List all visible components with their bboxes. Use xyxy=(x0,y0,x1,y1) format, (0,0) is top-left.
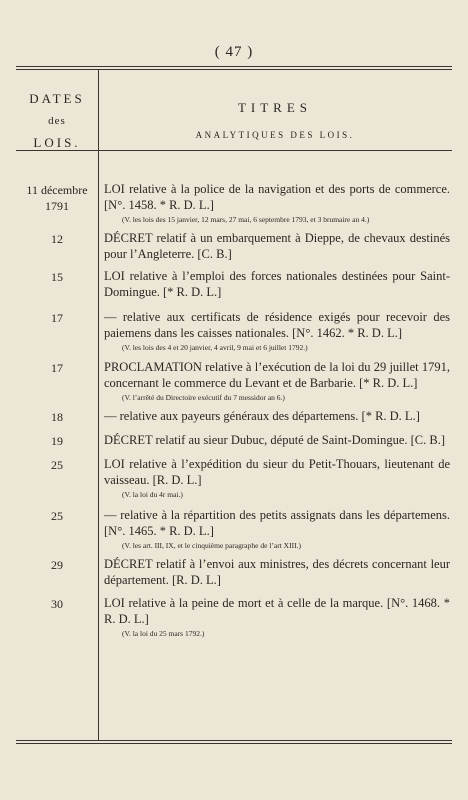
header-dates-line2: des xyxy=(48,115,66,127)
header-titres-sub: ANALYTIQUES DES LOIS. xyxy=(195,130,355,140)
header-dates-line1: DATES xyxy=(29,91,85,106)
entry-text: PROCLAMATION relative à l’exécution de la loi du 29 juillet 1791, concernant le commerce du Levant et de Barbarie. [* R. D. L.] xyxy=(104,360,450,390)
entry-row xyxy=(16,409,452,425)
entry-date: 29 xyxy=(51,558,63,572)
entry-text: LOI relative à la police de la navigation et des ports de commerce. [N°. 1458. * R. D. L.] xyxy=(104,182,450,212)
entry-text: DÉCRET relatif à l’envoi aux ministres, des décrets concernant leur département. [R. D. L.] xyxy=(104,557,450,587)
entry-date: 17 xyxy=(51,361,63,375)
entry-row xyxy=(16,596,452,639)
entry-text: LOI relative à la peine de mort et à celle de la marque. [N°. 1468. * R. D. L.] xyxy=(104,596,450,626)
entry-text: LOI relative à l’emploi des forces nationales destinées pour Saint-Domingue. [* R. D. L.] xyxy=(104,269,450,299)
entry-note: (V. les art. III, IX, et le cinquième paragraphe de l’art XIII.) xyxy=(122,541,301,550)
entry-date: 25 xyxy=(51,509,63,523)
entry-note: (V. la loi du 4r mai.) xyxy=(122,490,183,499)
entry-row xyxy=(16,182,452,225)
entry-row xyxy=(16,231,452,262)
table-frame xyxy=(16,66,452,744)
entry-row xyxy=(16,457,452,500)
entry-date: 19 xyxy=(51,434,63,448)
entry-note: (V. la loi du 25 mars 1792.) xyxy=(122,629,205,638)
entry-row xyxy=(16,433,452,449)
entry-date: 15 xyxy=(51,270,63,284)
entry-date: 12 xyxy=(51,232,63,246)
entry-note: (V. l’arrêté du Directoire exécutif du 7 messidor an 6.) xyxy=(122,393,285,402)
entry-date: 30 xyxy=(51,597,63,611)
entries-list xyxy=(16,182,452,639)
entry-row xyxy=(16,269,452,300)
entry-date: 25 xyxy=(51,458,63,472)
entry-text: — relative à la répartition des petits assignats dans les départemens. [N°. 1465. * R. D. L.] xyxy=(104,508,450,538)
entry-note: (V. les lois des 4 et 20 janvier, 4 avril, 9 mai et 6 juillet 1792.) xyxy=(122,343,308,352)
entry-date: 18 xyxy=(51,410,63,424)
entry-text: — relative aux payeurs généraux des départemens. [* R. D. L.] xyxy=(104,409,420,423)
entry-row xyxy=(16,310,452,353)
entry-note: (V. les lois des 15 janvier, 12 mars, 27 mai, 6 septembre 1793, et 3 brumaire an 4.) xyxy=(122,215,370,224)
entry-text: LOI relative à l’expédition du sieur du Petit-Thouars, lieutenant de vaisseau. [R. D. L.] xyxy=(104,457,450,487)
entry-text: — relative aux certificats de résidence exigés pour recevoir des paiemens dans les caisses nationales. [N°. 1462. * R. D. L.] xyxy=(104,310,450,340)
header-dates-line3: LOIS. xyxy=(33,135,81,150)
page-number: ( 47 ) xyxy=(214,44,254,60)
entry-date: 17 xyxy=(51,311,63,325)
entry-row xyxy=(16,508,452,551)
header-titres: TITRES xyxy=(237,100,313,115)
entry-text: DÉCRET relatif à un embarquement à Dieppe, de chevaux destinés pour l’Angleterre. [C. B.] xyxy=(104,231,450,261)
entry-text: DÉCRET relatif au sieur Dubuc, député de Saint-Domingue. [C. B.] xyxy=(104,433,446,447)
entry-date: 11 décembre 1791 xyxy=(26,183,88,213)
entry-row xyxy=(16,557,452,588)
header-dates xyxy=(16,88,98,154)
entry-row xyxy=(16,360,452,403)
